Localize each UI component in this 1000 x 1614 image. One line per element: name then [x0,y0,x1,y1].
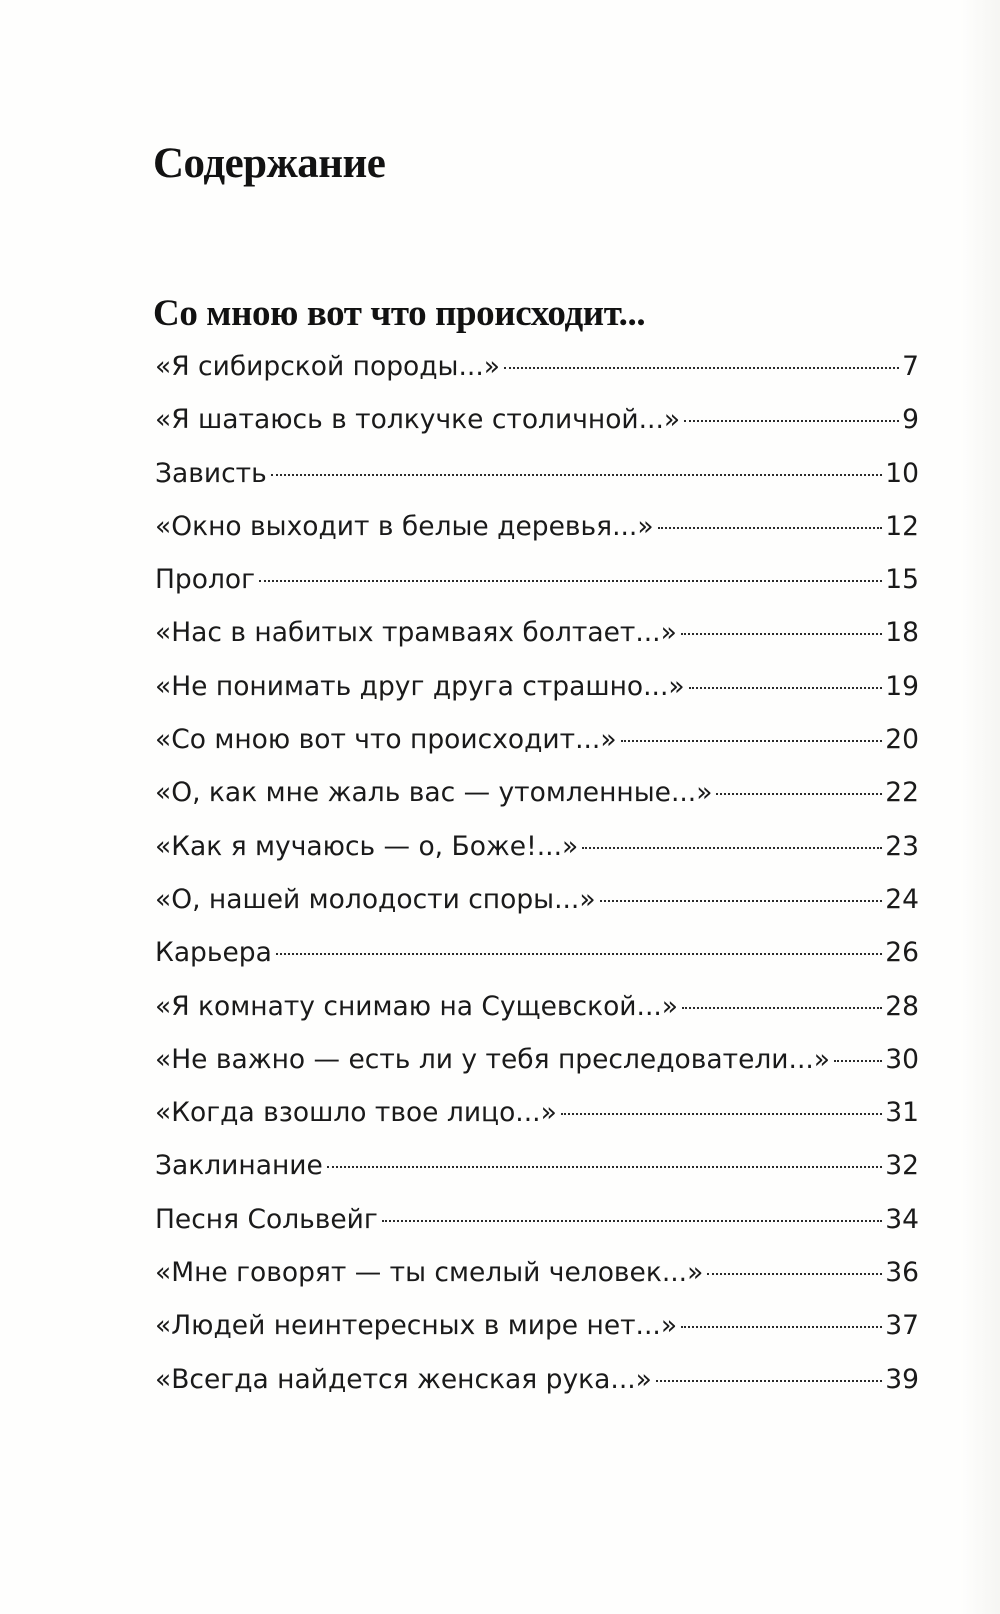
toc-entry-title: «О, как мне жаль вас — утомленные...» [155,777,713,809]
dot-leader [682,1007,882,1009]
dot-leader [658,527,883,529]
toc-entry-title: «Всегда найдется женская рука...» [155,1363,652,1395]
toc-entry-page: 32 [885,1150,919,1182]
toc-entry-title: Зависть [155,457,267,489]
dot-leader [259,580,882,582]
dot-leader [561,1113,882,1115]
dot-leader [504,367,899,369]
toc-entry-title: «Окно выходит в белые деревья...» [155,510,654,542]
toc-entry-title: «Мне говорят — ты смелый человек...» [155,1257,704,1289]
toc-entry-title: «Людей неинтересных в мире нет...» [155,1310,678,1342]
dot-leader [271,474,883,476]
toc-entry-page: 30 [885,1043,919,1075]
toc-entry-page: 9 [902,404,919,436]
toc-entry [155,878,919,931]
toc-entry-page: 28 [885,990,919,1022]
dot-leader [600,900,883,902]
toc-entry-page: 37 [885,1310,919,1342]
toc-entry-page: 15 [885,564,919,596]
toc-entry [155,1304,919,1357]
toc-entry [155,771,919,824]
dot-leader [684,420,899,422]
dot-leader [276,953,882,955]
toc-entry-page: 34 [885,1203,919,1235]
toc-entry [155,825,919,878]
toc-entry-title: Заклинание [155,1150,323,1182]
dot-leader [716,793,882,795]
toc-entry [155,1198,919,1251]
toc-entry-title: «Я шатаюсь в толкучке столичной...» [155,404,681,436]
toc-entry-page: 22 [885,777,919,809]
dot-leader [656,1380,882,1382]
toc-entry-title: «Со мною вот что происходит...» [155,724,617,756]
toc-entry [155,505,919,558]
toc-entry [155,1038,919,1091]
toc-entry-page: 7 [902,351,919,382]
toc-entry [155,985,919,1038]
dot-leader [621,740,883,742]
toc-entry-title: Карьера [155,937,272,969]
toc-entry-title: «Я сибирской породы...» [155,351,500,382]
toc-entry [155,931,919,984]
dot-leader [707,1273,882,1275]
toc-entry-page: 26 [885,937,919,969]
dot-leader [689,687,883,689]
toc-entry-page: 23 [885,830,919,862]
toc-entry-page: 31 [885,1097,919,1129]
toc-entry [155,1251,919,1304]
toc-entry-page: 10 [885,457,919,489]
dot-leader [327,1166,882,1168]
toc-entry-page: 18 [885,617,919,649]
toc-entry-title: «Я комнату снимаю на Сущевской...» [155,990,678,1022]
toc-entry-title: «Не важно — есть ли у тебя преследователи...» [155,1043,831,1075]
toc-entry [155,558,919,611]
toc-entry [155,398,919,451]
dot-leader [382,1220,882,1222]
toc-entry [155,1091,919,1144]
toc-entry-title: «Как я мучаюсь — о, Боже!...» [155,830,579,862]
toc-entry [155,345,919,398]
dot-leader [582,847,882,849]
toc-entry [155,611,919,664]
toc-entry-title: «Когда взошло твое лицо...» [155,1097,557,1129]
toc-entry-title: «О, нашей молодости споры...» [155,883,596,915]
page-heading: Содержание [153,140,386,187]
toc-entry-title: Пролог [155,564,256,596]
toc-entry [155,452,919,505]
toc-entry [155,665,919,718]
table-of-contents [155,345,919,1411]
toc-entry-title: «Нас в набитых трамваях болтает...» [155,617,677,649]
toc-entry [155,1144,919,1197]
dot-leader [681,633,882,635]
toc-entry [155,718,919,771]
toc-entry-page: 12 [885,510,919,542]
dot-leader [681,1326,882,1328]
toc-entry [155,1358,919,1411]
toc-entry-page: 36 [885,1257,919,1289]
section-title: Со мною вот что происходит... [153,293,646,334]
toc-entry-page: 39 [885,1363,919,1395]
toc-entry-page: 19 [885,670,919,702]
toc-entry-page: 20 [885,724,919,756]
toc-entry-title: «Не понимать друг друга страшно...» [155,670,685,702]
toc-entry-page: 24 [885,883,919,915]
toc-entry-title: Песня Сольвейг [155,1203,378,1235]
dot-leader [834,1060,882,1062]
page-edge-shadow [960,0,1000,1614]
